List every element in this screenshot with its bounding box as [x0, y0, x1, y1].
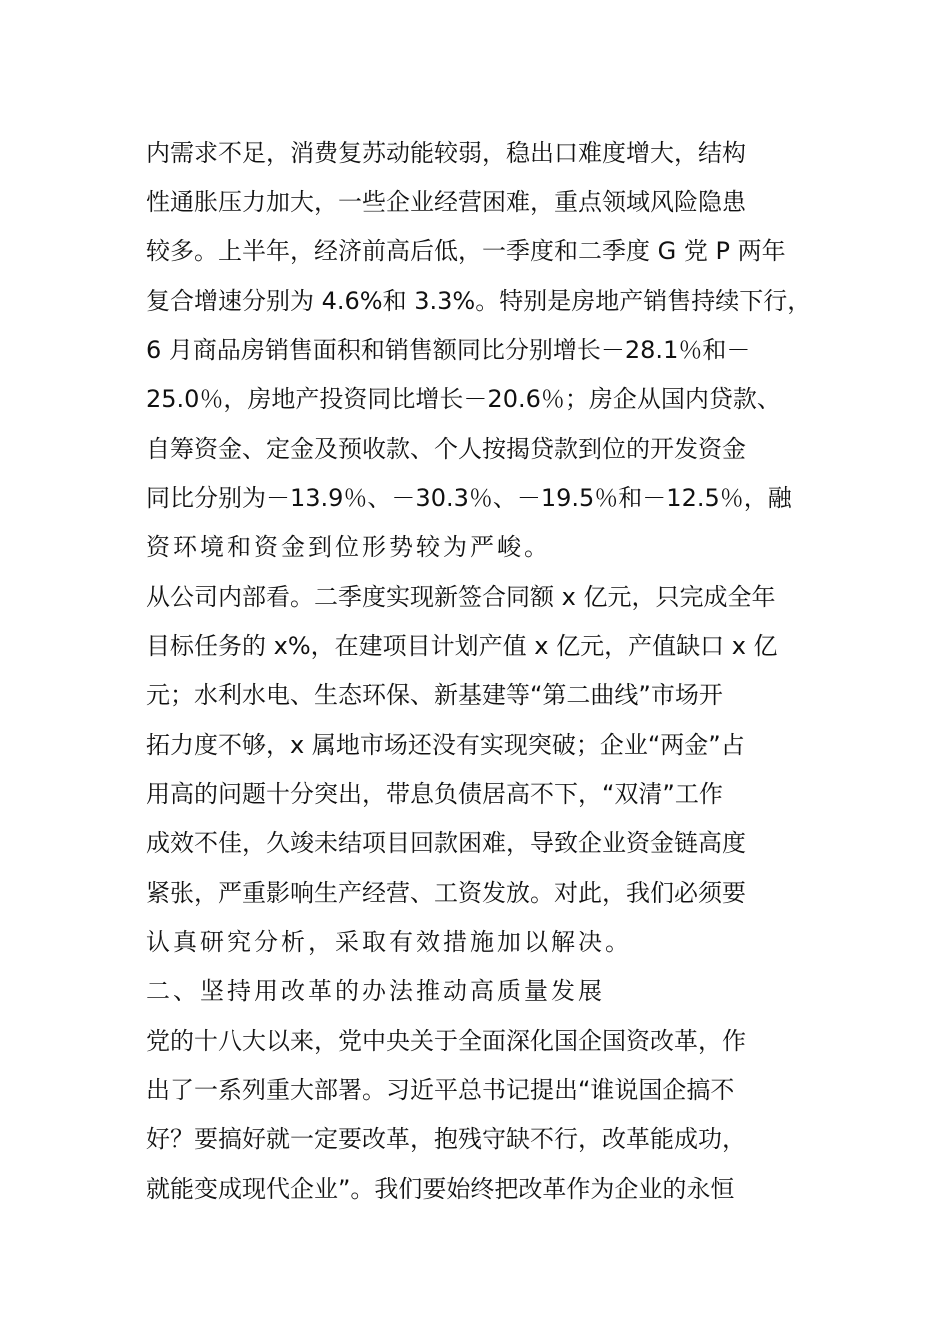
text-line-13: 拓力度不够，x 属地市场还没有实现突破；企业“两金”占: [146, 731, 745, 759]
text-line-5: 6 月商品房销售面积和销售额同比分别增长－28.1％和－: [146, 336, 751, 364]
text-line-8: 同比分别为－13.9％、－30.3％、－19.5％和－12.5％，融: [146, 484, 792, 512]
text-line-7: 自筹资金、定金及预收款、个人按揭贷款到位的开发资金: [146, 435, 746, 463]
text-line-9: 资环境和资金到位形势较为严峻。: [146, 533, 551, 561]
text-line-4: 复合增速分别为 4.6%和 3.3%。特别是房地产销售持续下行，: [146, 287, 812, 315]
text-line-11: 目标任务的 x%，在建项目计划产值 x 亿元，产值缺口 x 亿: [146, 632, 778, 660]
section-heading: 二、坚持用改革的办法推动高质量发展: [146, 977, 605, 1005]
text-line-17: 认真研究分析，采取有效措施加以解决。: [146, 928, 632, 956]
text-line-19: 党的十八大以来，党中央关于全面深化国企国资改革，作: [146, 1027, 746, 1055]
text-line-16: 紧张，严重影响生产经营、工资发放。对此，我们必须要: [146, 879, 746, 907]
text-line-1: 内需求不足，消费复苏动能较弱，稳出口难度增大，结构: [146, 139, 746, 167]
text-line-15: 成效不佳，久竣未结项目回款困难，导致企业资金链高度: [146, 829, 746, 857]
text-line-2: 性通胀压力加大，一些企业经营困难，重点领域风险隐患: [146, 188, 746, 216]
text-line-12: 元；水利水电、生态环保、新基建等“第二曲线”市场开: [146, 681, 723, 709]
text-line-10: 从公司内部看。二季度实现新签合同额 x 亿元，只完成全年: [146, 583, 776, 611]
text-line-3: 较多。上半年，经济前高后低，一季度和二季度 G 党 P 两年: [146, 237, 786, 265]
text-line-21: 好？要搞好就一定要改革，抱残守缺不行，改革能成功，: [146, 1125, 746, 1153]
text-line-22: 就能变成现代企业”。我们要始终把改革作为企业的永恒: [146, 1175, 735, 1203]
text-line-6: 25.0％，房地产投资同比增长－20.6％；房企从国内贷款、: [146, 385, 781, 413]
text-line-20: 出了一系列重大部署。习近平总书记提出“谁说国企搞不: [146, 1076, 735, 1104]
text-line-14: 用高的问题十分突出，带息负债居高不下，“双清”工作: [146, 780, 723, 808]
